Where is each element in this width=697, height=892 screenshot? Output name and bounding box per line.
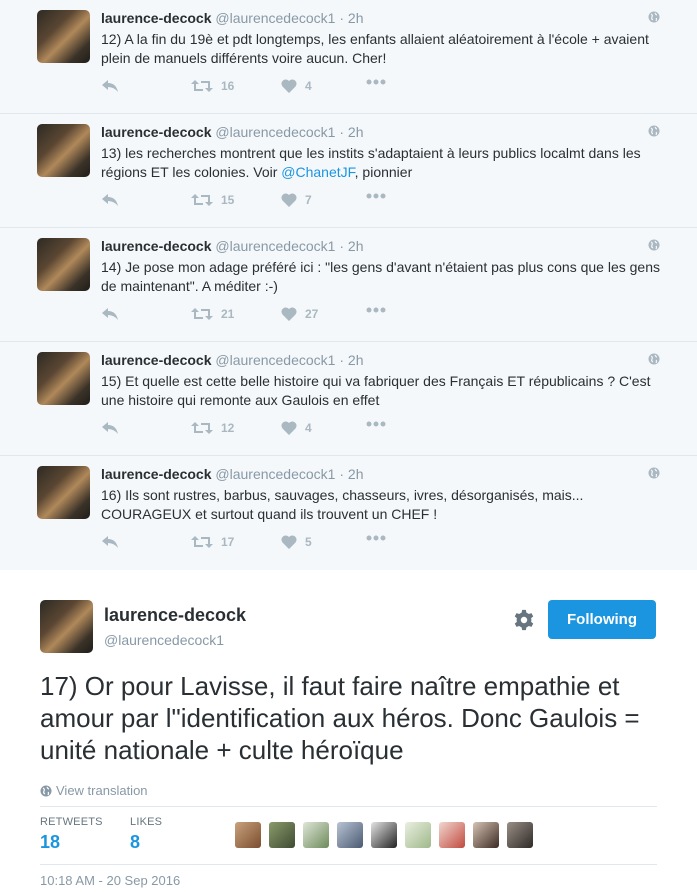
reply-button[interactable]	[101, 535, 119, 549]
liker-avatar[interactable]	[473, 822, 499, 848]
mention-link[interactable]: @ChanetJF	[281, 164, 355, 180]
avatar[interactable]	[37, 10, 90, 63]
retweet-count: 17	[221, 535, 235, 549]
reply-button[interactable]	[101, 193, 119, 207]
reply-icon	[101, 421, 119, 435]
more-icon	[366, 421, 386, 427]
heart-icon	[281, 193, 297, 207]
username[interactable]: @laurencedecock1	[104, 632, 225, 648]
retweet-count: 15	[221, 193, 235, 207]
tweet-actions	[101, 79, 401, 99]
separator: ·	[339, 466, 345, 482]
retweet-button[interactable]	[191, 79, 234, 93]
tweet-actions	[101, 421, 401, 441]
avatar[interactable]	[40, 600, 93, 653]
fullname[interactable]: laurence-decock	[101, 352, 212, 368]
tweet-text-part: 13) les recherches montrent que les instits s'adaptaient à leurs publics localmt dans les régions ET les colonies. Voir	[101, 145, 641, 180]
more-icon	[366, 535, 386, 541]
avatar[interactable]	[37, 352, 90, 405]
tweet[interactable]	[0, 342, 697, 456]
liker-avatar[interactable]	[507, 822, 533, 848]
reply-icon	[101, 79, 119, 93]
liker-avatar[interactable]	[235, 822, 261, 848]
fullname[interactable]: laurence-decock	[101, 466, 212, 482]
liker-avatar[interactable]	[371, 822, 397, 848]
retweet-count: 21	[221, 307, 235, 321]
globe-icon	[648, 353, 660, 365]
reply-button[interactable]	[101, 79, 119, 93]
timestamp[interactable]: 2h	[347, 10, 364, 26]
username[interactable]: @laurencedecock1	[215, 124, 336, 140]
separator: ·	[339, 10, 345, 26]
tweet-text-part: , pionnier	[354, 164, 413, 180]
username[interactable]: @laurencedecock1	[215, 352, 336, 368]
avatar[interactable]	[37, 238, 90, 291]
liker-avatar[interactable]	[439, 822, 465, 848]
tweet-header	[101, 10, 363, 26]
globe-icon	[40, 785, 52, 797]
tweet-actions	[101, 307, 401, 327]
fullname[interactable]: laurence-decock	[101, 10, 212, 26]
divider	[40, 806, 657, 807]
heart-icon	[281, 535, 297, 549]
tweet-timestamp[interactable]: 10:18 AM - 20 Sep 2016	[40, 873, 181, 888]
globe-icon	[648, 125, 660, 137]
retweets-count[interactable]: 18	[40, 832, 61, 852]
view-translation-label[interactable]: View translation	[56, 783, 148, 798]
tweet-actions	[101, 193, 401, 213]
like-count: 7	[305, 193, 312, 207]
tweet-header	[101, 238, 363, 254]
liker-avatar[interactable]	[337, 822, 363, 848]
retweet-count: 12	[221, 421, 235, 435]
timestamp[interactable]: 2h	[347, 352, 364, 368]
fullname[interactable]: laurence-decock	[101, 238, 212, 254]
tweet-text: 17) Or pour Lavisse, il faut faire naître empathie et amour par l"identification aux héros. Donc Gaulois = unité nationale + culte héroïque	[40, 671, 640, 765]
tweet-text	[101, 144, 661, 182]
tweet-actions	[101, 535, 401, 555]
more-button[interactable]	[366, 535, 386, 541]
retweet-count: 16	[221, 79, 235, 93]
globe-icon	[648, 467, 660, 479]
more-button[interactable]	[366, 307, 386, 313]
separator: ·	[339, 238, 345, 254]
likes-label: LIKES	[130, 816, 163, 828]
tweet-stats	[40, 816, 657, 876]
separator: ·	[339, 352, 345, 368]
fullname[interactable]: laurence-decock	[104, 605, 247, 625]
reply-button[interactable]	[101, 421, 119, 435]
globe-icon	[648, 239, 660, 251]
following-button[interactable]: Following	[548, 600, 656, 639]
more-button[interactable]	[366, 421, 386, 427]
like-count: 27	[305, 307, 319, 321]
timestamp[interactable]: 2h	[347, 124, 364, 140]
tweet-text: 14) Je pose mon adage préféré ici : "les gens d'avant n'étaient pas plus cons que les gens de maintenant". A méditer :-)	[101, 259, 661, 294]
like-count: 4	[305, 421, 312, 435]
retweet-icon	[191, 193, 213, 207]
globe-icon	[648, 11, 660, 23]
reply-icon	[101, 307, 119, 321]
liker-avatars	[235, 822, 533, 848]
retweet-icon	[191, 535, 213, 549]
reply-button[interactable]	[101, 307, 119, 321]
username[interactable]: @laurencedecock1	[215, 10, 336, 26]
like-button[interactable]	[281, 421, 312, 435]
permalink-tweet	[0, 570, 697, 892]
tweet-text: 15) Et quelle est cette belle histoire qui va fabriquer des Français ET républicains ? C'est une histoire qui remonte aux Gaulois en effet	[101, 373, 651, 408]
more-icon	[366, 307, 386, 313]
liker-avatar[interactable]	[303, 822, 329, 848]
reply-icon	[101, 193, 119, 207]
more-button[interactable]	[366, 79, 386, 85]
tweet[interactable]	[0, 0, 697, 114]
retweets-stat[interactable]	[40, 816, 103, 853]
reply-icon	[101, 535, 119, 549]
more-button[interactable]	[366, 193, 386, 199]
separator: ·	[339, 124, 345, 140]
avatar[interactable]	[37, 124, 90, 177]
fullname[interactable]: laurence-decock	[101, 124, 212, 140]
heart-icon	[281, 79, 297, 93]
timestamp[interactable]: 2h	[347, 466, 364, 482]
liker-avatar[interactable]	[269, 822, 295, 848]
username[interactable]: @laurencedecock1	[215, 238, 336, 254]
tweet-text: 16) Ils sont rustres, barbus, sauvages, chasseurs, ivres, désorganisés, mais... COURAGEUX et surtout quand ils trouvent un CHEF !	[101, 487, 584, 522]
like-count: 5	[305, 535, 312, 549]
avatar[interactable]	[37, 466, 90, 519]
retweet-button[interactable]	[191, 421, 234, 435]
tweet-header	[101, 352, 363, 368]
divider	[40, 864, 657, 865]
like-button[interactable]	[281, 79, 312, 93]
retweet-button[interactable]	[191, 193, 234, 207]
like-count: 4	[305, 79, 312, 93]
view-translation-link[interactable]	[40, 783, 148, 798]
more-icon	[366, 193, 386, 199]
tweet[interactable]	[0, 114, 697, 228]
tweet[interactable]	[0, 228, 697, 342]
retweet-icon	[191, 307, 213, 321]
timestamp[interactable]: 2h	[347, 238, 364, 254]
retweet-button[interactable]	[191, 535, 234, 549]
tweet-text: 12) A la fin du 19è et pdt longtemps, les enfants allaient aléatoirement à l'école + avaient plein de manuels différents voire aucun. Cher!	[101, 31, 649, 66]
heart-icon	[281, 307, 297, 321]
tweet-header	[101, 466, 363, 482]
like-button[interactable]	[281, 535, 312, 549]
likes-stat[interactable]	[130, 816, 162, 853]
tweet[interactable]	[0, 456, 697, 570]
tweet-header	[101, 124, 363, 140]
retweet-icon	[191, 421, 213, 435]
username[interactable]: @laurencedecock1	[215, 466, 336, 482]
retweets-label: RETWEETS	[40, 816, 103, 828]
liker-avatar[interactable]	[405, 822, 431, 848]
like-button[interactable]	[281, 307, 318, 321]
more-icon	[366, 79, 386, 85]
retweet-icon	[191, 79, 213, 93]
gear-icon[interactable]	[513, 609, 535, 631]
likes-count[interactable]: 8	[130, 832, 141, 852]
retweet-button[interactable]	[191, 307, 234, 321]
like-button[interactable]	[281, 193, 312, 207]
heart-icon	[281, 421, 297, 435]
